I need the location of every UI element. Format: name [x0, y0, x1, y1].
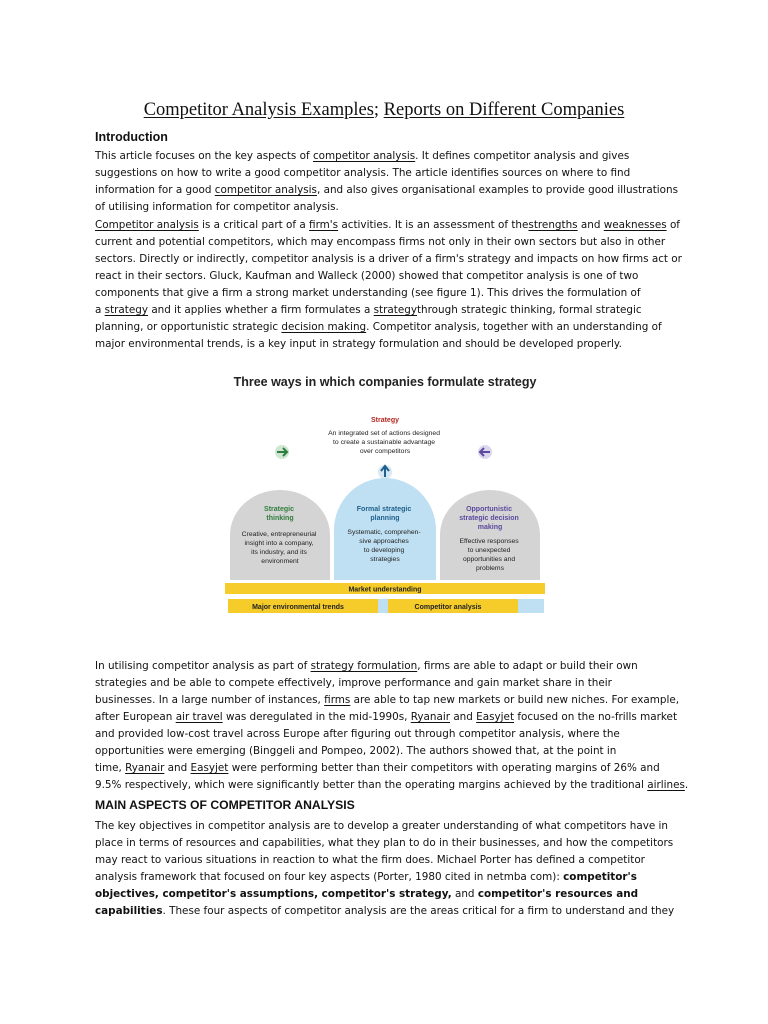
text-run: activities. It is an assessment of the	[338, 219, 529, 231]
text-line	[95, 302, 675, 319]
figure-strategy-label: Strategy	[370, 417, 400, 424]
text-run: and it applies whether a firm formulates a	[148, 304, 374, 316]
text-run: , and also gives organisational examples to provide good illustrations	[316, 184, 679, 196]
text-link[interactable]: air travel	[175, 711, 223, 723]
dome-desc-line: sive approaches	[359, 538, 409, 545]
text-run: and	[577, 219, 604, 231]
text-run: of utilising information for competitor analysis.	[95, 201, 339, 213]
text-line	[95, 319, 675, 336]
bold-text: capabilities	[95, 905, 163, 917]
text-run: and provided low-cost travel across Europe after figuring out through competitor analysis, where the	[95, 728, 620, 740]
text-run: place in terms of resources and capabilities, what they plan to do in their businesses, and how the competitors	[95, 837, 674, 849]
text-link[interactable]: strategy	[373, 304, 417, 316]
competitor-analysis-label: Competitor analysis	[414, 604, 482, 611]
text-run: The key objectives in competitor analysis are to develop a greater understanding of what competitors have in	[95, 820, 669, 832]
title-separator: ;	[373, 100, 384, 120]
text-run: opportunities were emerging (Binggeli and Pompeo, 2002). The authors showed that, at the point in	[95, 745, 617, 757]
text-link[interactable]: weaknesses	[603, 219, 667, 231]
dome-title-line: Formal strategic	[356, 506, 412, 513]
text-link[interactable]: strategy	[104, 304, 149, 316]
environmental-trends-label: Major environmental trends	[252, 604, 344, 611]
text-run: and	[451, 888, 478, 900]
dome-desc-line: Effective responses	[459, 538, 519, 545]
bar-divider	[378, 599, 388, 613]
text-line	[95, 165, 675, 182]
text-run: , firms are able to adapt or build their own	[417, 660, 638, 672]
text-line	[95, 251, 682, 268]
text-line	[95, 234, 675, 251]
strategy-desc-line: An integrated set of actions designed	[328, 430, 440, 437]
text-line	[95, 182, 679, 199]
figure-strategy-description	[328, 430, 442, 455]
dome-desc-line: problems	[476, 565, 504, 572]
text-link[interactable]: Easyjet	[190, 762, 229, 774]
document-title	[0, 100, 768, 121]
text-run: are able to tap new markets or build new niches. For example,	[350, 694, 680, 706]
paragraph-3	[95, 658, 689, 794]
market-understanding-label: Market understanding	[348, 586, 422, 594]
text-run: strategies and be able to compete effectively, improve performance and gain market share in their	[95, 677, 612, 689]
text-run: sectors. Directly or indirectly, competitor analysis is a driver of a firm's strategy and impacts on how firms act or	[95, 253, 682, 265]
dome-desc-line: environment	[261, 558, 299, 565]
intro-heading: Introduction	[95, 130, 168, 144]
bold-text: competitor's resources and	[477, 888, 639, 900]
strategy-desc-line: over competitors	[359, 448, 411, 455]
text-link[interactable]: decision making	[281, 321, 367, 333]
text-run: . It defines competitor analysis and gives	[415, 150, 630, 162]
text-run: In utilising competitor analysis as part of	[95, 660, 311, 672]
right-arrow-icon	[275, 445, 289, 459]
bar-end	[518, 599, 544, 613]
text-line	[95, 903, 675, 920]
text-line	[95, 869, 675, 886]
main-aspects-heading: MAIN ASPECTS OF COMPETITOR ANALYSIS	[95, 798, 355, 812]
text-run: may react to various situations in reaction to what the firm does. Michael Porter has defined a competitor	[95, 854, 645, 866]
text-run: This article focuses on the key aspects of	[95, 150, 313, 162]
dome-title-line: Strategic	[264, 506, 295, 513]
text-run: were performing better than their competitors with operating margins of 26% and	[228, 762, 660, 774]
text-link[interactable]: strategy formulation	[310, 660, 418, 672]
dome-title-line: Opportunistic	[466, 506, 512, 513]
text-run: suggestions on how to write a good competitor analysis. The article identifies sources on where to find	[95, 167, 631, 179]
text-run: through strategic thinking, formal strategic	[416, 304, 642, 316]
dome-title-line: strategic decision	[459, 515, 519, 522]
text-run: a	[95, 304, 105, 316]
text-line	[95, 709, 678, 726]
text-link[interactable]: airlines	[647, 779, 685, 791]
text-line	[95, 818, 675, 835]
dome-title-line: planning	[370, 515, 400, 522]
text-line	[95, 148, 675, 165]
text-run: focused on the no-frills market	[514, 711, 678, 723]
bold-text: competitor's	[563, 871, 637, 883]
figure-title: Three ways in which companies formulate strategy	[233, 375, 537, 389]
text-line	[95, 835, 675, 852]
dome-title-line: thinking	[266, 515, 294, 522]
text-line	[95, 336, 675, 353]
text-link[interactable]: firm's	[309, 219, 339, 231]
text-run: . Competitor analysis, together with an understanding of	[366, 321, 662, 333]
dome-desc-line: to unexpected	[467, 547, 511, 554]
dome-desc-line: Systematic, comprehen-	[347, 529, 421, 536]
text-run: is a critical part of a	[198, 219, 310, 231]
text-run: 9.5% respectively, which were significantly better than the operating margins achieved by the traditional	[95, 779, 648, 791]
text-run: and	[164, 762, 191, 774]
text-line	[95, 268, 675, 285]
dome-desc-line: insight into a company,	[244, 540, 314, 547]
text-line	[95, 285, 675, 302]
dome-desc-line: to developing	[363, 547, 405, 554]
text-line	[95, 199, 675, 216]
text-line	[95, 675, 675, 692]
text-run: businesses. In a large number of instances,	[95, 694, 325, 706]
up-arrow-icon	[378, 465, 392, 479]
text-link[interactable]: Ryanair	[125, 762, 165, 774]
text-link[interactable]: Ryanair	[410, 711, 451, 723]
text-link[interactable]: strengths	[528, 219, 578, 231]
text-run: of	[666, 219, 680, 231]
strategy-desc-line: to create a sustainable advantage	[333, 439, 436, 446]
paragraph-1	[95, 148, 679, 216]
text-link[interactable]: Competitor analysis	[95, 219, 199, 231]
text-run: planning, or opportunistic strategic	[95, 321, 282, 333]
dome-title-line: making	[477, 524, 503, 531]
text-line	[95, 658, 675, 675]
text-run: components that give a firm a strong market understanding (see figure 1). This drives the formulation of	[95, 287, 641, 299]
text-run: analysis framework that focused on four key aspects (Porter, 1980 cited in netmba com):	[95, 871, 564, 883]
paragraph-4	[95, 818, 675, 920]
text-run: and	[450, 711, 477, 723]
text-run: major environmental trends, is a key input in strategy formulation and should be developed properly.	[95, 338, 622, 350]
text-run: current and potential competitors, which may encompass firms not only in their own sectors but also in other	[95, 236, 666, 248]
text-line	[95, 852, 675, 869]
text-link[interactable]: competitor analysis	[214, 184, 317, 196]
left-arrow-icon	[478, 445, 492, 459]
paragraph-2	[95, 217, 682, 353]
text-link[interactable]: firms	[324, 694, 351, 706]
text-run: time,	[95, 762, 126, 774]
text-run: . These four aspects of competitor analysis are the areas critical for a firm to understand and they	[162, 905, 675, 917]
text-run: after European	[95, 711, 176, 723]
text-run: was deregulated in the mid-1990s,	[222, 711, 411, 723]
text-link[interactable]: Easyjet	[476, 711, 515, 723]
text-line	[95, 217, 680, 234]
text-line	[95, 726, 675, 743]
strategy-figure	[200, 370, 570, 620]
text-line	[95, 760, 675, 777]
dome-desc-line: Creative, entrepreneurial	[241, 531, 317, 538]
text-line	[95, 777, 689, 794]
text-line	[95, 886, 675, 903]
text-line	[95, 692, 680, 709]
text-run: .	[684, 779, 689, 791]
dome-desc-line: opportunities and	[462, 556, 516, 563]
text-run: react in their sectors. Gluck, Kaufman and Walleck (2000) showed that competitor analysis is one of two	[95, 270, 639, 282]
title-part-2: Reports on Different Companies	[383, 100, 625, 120]
title-part-1: Competitor Analysis Examples	[143, 100, 374, 120]
dome-desc-line: its industry, and its	[251, 549, 307, 556]
text-run: information for a good	[95, 184, 215, 196]
bold-text: objectives, competitor's assumptions, competitor's strategy,	[95, 888, 452, 900]
text-line	[95, 743, 675, 760]
dome-desc-line: strategies	[370, 556, 400, 563]
text-link[interactable]: competitor analysis	[312, 150, 416, 162]
